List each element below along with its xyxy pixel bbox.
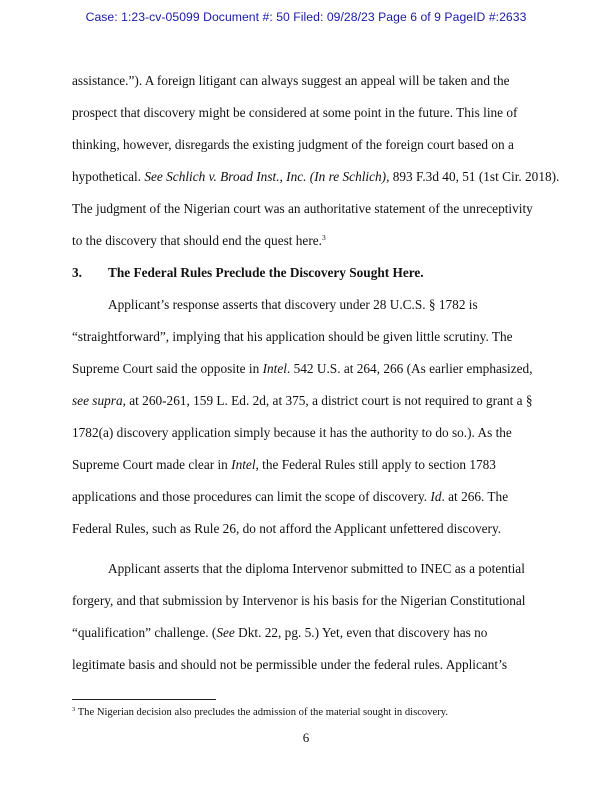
text-run: Supreme Court said the opposite in bbox=[72, 361, 263, 376]
body-line: Applicant’s response asserts that discovery under 28 U.C.S. § 1782 is bbox=[108, 297, 478, 312]
body-line: assistance.”). A foreign litigant can always suggest an appeal will be taken and the bbox=[72, 73, 510, 88]
body-line: Applicant asserts that the diploma Intervenor submitted to INEC as a potential bbox=[108, 561, 525, 576]
body-line bbox=[72, 169, 559, 185]
body-line: Federal Rules, such as Rule 26, do not afford the Applicant unfettered discovery. bbox=[72, 521, 502, 536]
text-run: to the discovery that should end the quest here. bbox=[72, 233, 322, 248]
text-run: , at 260-261, 159 L. Ed. 2d, at 375, a district court is not required to grant a § bbox=[122, 393, 533, 408]
body-line bbox=[72, 489, 508, 505]
text-run: Supreme Court made clear in bbox=[72, 457, 232, 472]
footnote-divider bbox=[72, 699, 216, 700]
text-run: “qualification” challenge. ( bbox=[72, 625, 217, 640]
body-line bbox=[72, 361, 533, 377]
body-line bbox=[72, 233, 326, 249]
body-line: “straightforward”, implying that his application should be given little scrutiny. The bbox=[72, 329, 513, 344]
text-run: applications and those procedures can limit the scope of discovery. bbox=[72, 489, 431, 504]
signal-phrase: Id bbox=[430, 489, 442, 504]
body-line: 1782(a) discovery application simply because it has the authority to do so.). As the bbox=[72, 425, 512, 440]
body-line: The judgment of the Nigerian court was an authoritative statement of the unreceptivity bbox=[72, 201, 533, 216]
body-line: prospect that discovery might be considered at some point in the future. This line of bbox=[72, 105, 518, 120]
text-run: 893 F.3d 40, 51 (1st Cir. 2018). bbox=[389, 169, 560, 184]
text-run: , the Federal Rules still apply to section 1783 bbox=[255, 457, 496, 472]
case-name: Intel bbox=[262, 361, 287, 376]
body-line bbox=[72, 457, 496, 473]
text-run: hypothetical. bbox=[72, 169, 145, 184]
case-header-stamp: Case: 1:23-cv-05099 Document #: 50 Filed: 09/28/23 Page 6 of 9 PageID #:2633 bbox=[85, 10, 527, 24]
section-number: 3. bbox=[72, 265, 82, 280]
text-run: . at 266. The bbox=[441, 489, 509, 504]
case-citation: See Schlich v. Broad Inst., Inc. (In re Schlich), bbox=[144, 169, 390, 184]
body-line bbox=[72, 393, 533, 409]
section-title: The Federal Rules Preclude the Discovery Sought Here. bbox=[108, 265, 424, 280]
body-line: forgery, and that submission by Intervenor is his basis for the Nigerian Constitutional bbox=[72, 593, 526, 608]
case-name: Intel bbox=[231, 457, 256, 472]
body-line: thinking, however, disregards the existing judgment of the foreign court based on a bbox=[72, 137, 514, 152]
signal-phrase: See bbox=[216, 625, 235, 640]
body-line bbox=[72, 625, 487, 641]
footnote bbox=[72, 707, 448, 718]
footnote-text: The Nigerian decision also precludes the admission of the material sought in discovery. bbox=[75, 707, 448, 718]
text-run: . 542 U.S. at 264, 266 (As earlier emphasized, bbox=[286, 361, 533, 376]
section-heading bbox=[72, 265, 424, 281]
footnote-marker: 3 bbox=[72, 706, 76, 713]
signal-phrase: see supra bbox=[72, 393, 123, 408]
page-number: 6 bbox=[302, 730, 310, 745]
body-line: legitimate basis and should not be permissible under the federal rules. Applicant’s bbox=[72, 657, 507, 672]
footnote-reference: 3 bbox=[322, 233, 326, 242]
text-run: Dkt. 22, pg. 5.) Yet, even that discovery has no bbox=[234, 625, 488, 640]
